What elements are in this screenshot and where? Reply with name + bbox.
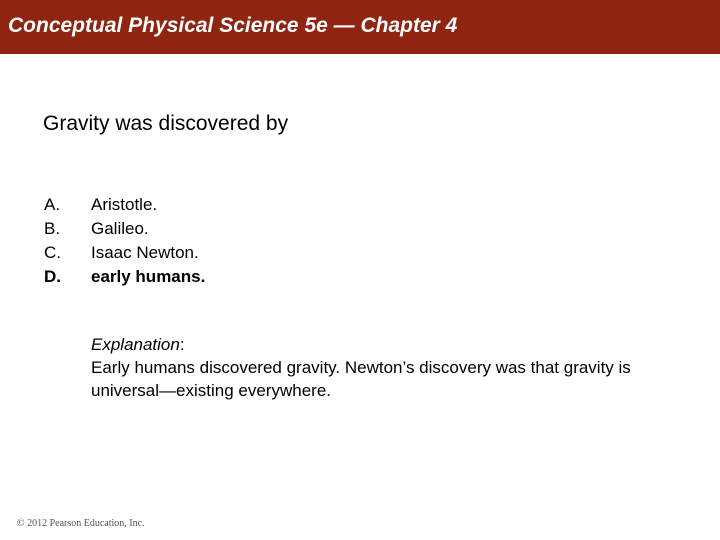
explanation-colon: :	[179, 335, 185, 354]
explanation-text: Early humans discovered gravity. Newton’s discovery was that gravity is universal—existing everywhere.	[91, 358, 631, 400]
choice-text: Aristotle.	[91, 195, 158, 214]
choice-letter: D.	[44, 267, 61, 286]
choice-text: Galileo.	[91, 219, 149, 238]
choice-d-correct	[44, 265, 205, 289]
choice-text: early humans.	[91, 267, 206, 286]
slide-title: Conceptual Physical Science 5e — Chapter 4	[8, 14, 458, 37]
choice-letter: B.	[44, 219, 61, 238]
title-bar	[0, 0, 720, 54]
choice-c	[44, 241, 205, 265]
choice-text: Isaac Newton.	[91, 243, 199, 262]
copyright-notice: © 2012 Pearson Education, Inc.	[17, 518, 145, 529]
choice-a	[44, 193, 205, 217]
choice-letter: C.	[44, 243, 61, 262]
choice-letter: A.	[44, 195, 61, 214]
explanation	[91, 333, 691, 402]
explanation-heading: Explanation	[91, 335, 180, 354]
choice-b	[44, 217, 205, 241]
answer-choices	[44, 193, 205, 289]
question-text: Gravity was discovered by	[43, 112, 289, 135]
